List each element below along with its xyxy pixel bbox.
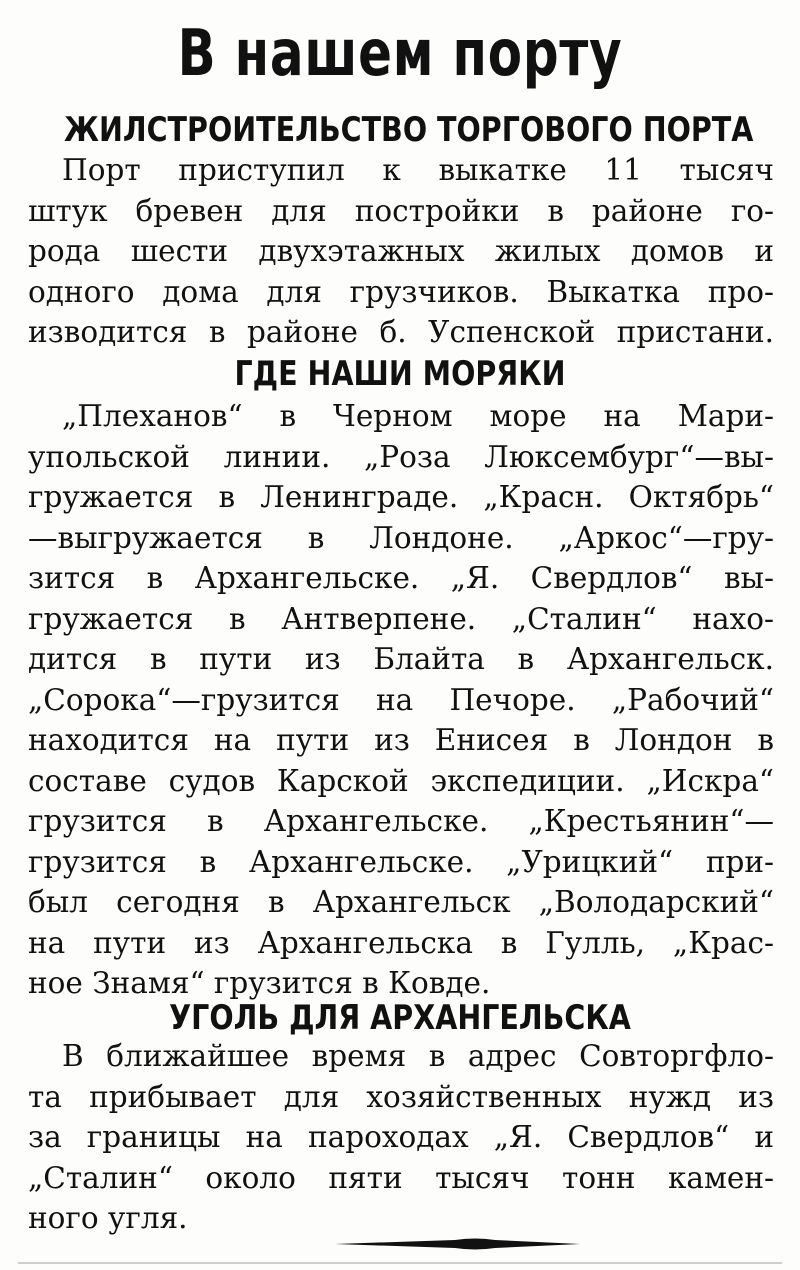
article-line: на пути из Архангельска в Гулль, „Крас- [28, 925, 774, 960]
article-line: одного дома для грузчиков. Выкатка про- [28, 274, 774, 309]
article-line: изводится в районе б. Успенской пристани. [28, 315, 774, 349]
article-line: „Сталин“ около пяти тысяч тонн камен- [28, 1160, 774, 1195]
section-heading-sailors: ГДЕ НАШИ МОРЯКИ [234, 354, 566, 394]
article-line: был сегодня в Архангельск „Володарский“ [28, 885, 774, 919]
article-line: —выгружается в Лондоне. „Аркос“—гру- [28, 520, 774, 555]
page-title: В нашем порту [177, 17, 623, 91]
article-line: дится в пути из Блайта в Архангельск. [28, 642, 774, 676]
article-line: Порт приступил к выкатке 11 тысяч [62, 153, 774, 187]
clipping-edge-line [18, 1262, 782, 1264]
article-line: гружается в Ленинграде. „Красн. Октябрь“ [28, 480, 774, 514]
section-heading-housing: ЖИЛСТРОИТЕЛЬСТВО ТОРГОВОГО ПОРТА [64, 110, 754, 150]
article-line: зится в Архангельске. „Я. Свердлов“ вы- [28, 561, 774, 595]
section-heading-coal: УГОЛЬ ДЛЯ АРХАНГЕЛЬСКА [169, 998, 631, 1038]
article-line: ного угля. [28, 1201, 188, 1235]
article-line: упольской линии. „Роза Люксембург“—вы- [28, 439, 774, 474]
article-line: составе судов Карской экспедиции. „Искра“ [28, 763, 774, 798]
article-line: ное Знамя“ грузится в Ковде. [28, 966, 491, 1000]
article-line: грузится в Архангельске. „Урицкий“ при- [28, 844, 774, 879]
article-line: за границы на пароходах „Я. Свердлов“ и [28, 1120, 774, 1154]
end-divider-ornament [335, 1237, 580, 1251]
article-housing [28, 150, 774, 353]
article-line: „Плеханов“ в Черном море на Мари- [62, 399, 774, 433]
article-line: гружается в Антверпене. „Сталин“ нахо- [28, 601, 774, 636]
article-coal [28, 1036, 774, 1239]
article-line: штук бревен для постройки в районе го- [28, 193, 774, 228]
article-line: находится на пути из Енисея в Лондон в [28, 723, 774, 757]
article-line: та прибывает для хозяйственных нужд из [28, 1079, 774, 1114]
article-sailors [28, 396, 774, 1004]
article-line: рода шести двухэтажных жилых домов и [28, 234, 774, 268]
article-line: „Сорока“—грузится на Печоре. „Рабочий“ [28, 682, 774, 717]
article-line: В ближайшее время в адрес Совторгфло- [62, 1039, 774, 1073]
article-line: грузится в Архангельске. „Крестьянин“— [28, 804, 774, 838]
